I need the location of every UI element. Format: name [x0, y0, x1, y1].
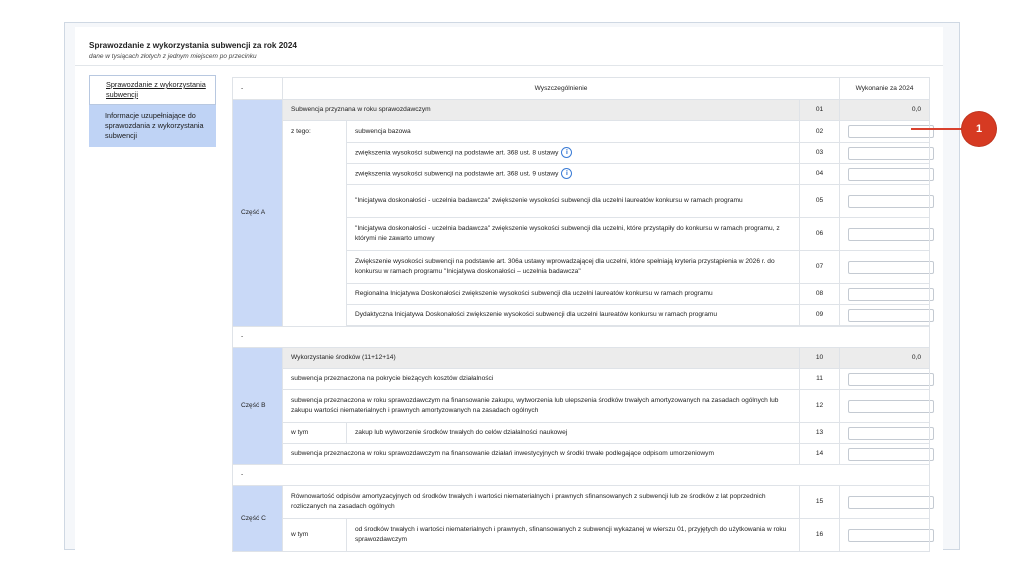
row-09-input[interactable] [848, 309, 934, 322]
row-05-num: 05 [800, 185, 840, 218]
row-07-num: 07 [800, 251, 840, 284]
row-04-input[interactable] [848, 168, 934, 181]
row-11-desc: subwencja przeznaczona na pokrycie bieżących kosztów działalności [283, 369, 800, 390]
page-subtitle: dane w tysiącach złotych z jednym miejscem po przecinku [89, 53, 257, 60]
row-08-input[interactable] [848, 288, 934, 301]
row-01-value: 0,0 [840, 100, 930, 121]
table-row [233, 369, 930, 390]
row-12-desc: subwencja przeznaczona w roku sprawozdawczym na finansowanie zakupu, wytworzenia lub ulepszenia środków trwałych amortyzowanych na zasadach ogólnych lub zakupu wartości niematerialnych i prawnych amortyzowanych na zasadach ogólnych [283, 390, 800, 423]
row-03-input[interactable] [848, 147, 934, 160]
row-16-num: 16 [800, 519, 840, 552]
sidebar-item-report[interactable]: Sprawozdanie z wykorzystania subwencji [89, 75, 216, 105]
row-01-desc: Subwencja przyznana w roku sprawozdawczym [283, 100, 800, 121]
row-08-num: 08 [800, 284, 840, 305]
header-description: Wyszczególnienie [283, 78, 840, 100]
part-b-label: Część B [233, 348, 283, 465]
row-12-num: 12 [800, 390, 840, 423]
row-07-input[interactable] [848, 261, 934, 274]
row-07-desc: Zwiększenie wysokości subwencji na podstawie art. 306a ustawy wprowadzającej dla uczelni, które spełniają kryteria przystąpienia w 2026 r. do konkursu w ramach programu "Inicjatywa doskonałości – uczelnia badawcza" [347, 251, 800, 284]
part-a-label: Część A [233, 100, 283, 327]
row-15-desc: Równowartość odpisów amortyzacyjnych od środków trwałych i wartości niematerialnych i prawnych sfinansowanych z subwencji lub ze środków z lat poprzednich rozliczanych na zasadach ogólnych [283, 486, 800, 519]
row-11-num: 11 [800, 369, 840, 390]
table-row [233, 121, 930, 143]
row-06-input[interactable] [848, 228, 934, 241]
sidebar [89, 75, 216, 147]
row-01-num: 01 [800, 100, 840, 121]
row-05-desc: "Inicjatywa doskonałości - uczelnia badawcza" zwiększenie wysokości subwencji dla uczelni laureatów konkursu w ramach programu [347, 185, 800, 218]
row-12-input[interactable] [848, 400, 934, 413]
header-dash: - [233, 78, 283, 100]
row-03-desc: zwiększenia wysokości subwencji na podstawie art. 368 ust. 8 ustawy [355, 149, 559, 157]
table-row [233, 519, 930, 552]
row-14-num: 14 [800, 444, 840, 465]
row-14-desc: subwencja przeznaczona w roku sprawozdawczym na finansowanie działań inwestycyjnych w środki trwałe podlegające odpisom umorzeniowym [283, 444, 800, 465]
sidebar-item-additional-info[interactable]: Informacje uzupełniające do sprawozdania z wykorzystania subwencji [89, 105, 216, 147]
table-header-row [233, 78, 930, 100]
row-09-num: 09 [800, 305, 840, 326]
row-06-desc: "Inicjatywa doskonałości - uczelnia badawcza" zwiększenie wysokości subwencji dla uczelni, które przystąpiły do konkursu w ramach programu, z którymi nie zawarto umowy [347, 218, 800, 251]
table-row [233, 444, 930, 465]
row-15-input[interactable] [848, 496, 934, 509]
row-09-desc: Dydaktyczna Inicjatywa Doskonałości zwiększenie wysokości subwencji dla uczelni laureatów konkursu w ramach programu [347, 305, 800, 326]
row-16-input[interactable] [848, 529, 934, 542]
part-c-label: Część C [233, 486, 283, 552]
callout-badge: 1 [962, 112, 996, 146]
w-tym-label: w tym [283, 519, 347, 552]
table-row [233, 423, 930, 444]
table-row [233, 390, 930, 423]
table-row [233, 348, 930, 369]
row-10-value: 0,0 [840, 348, 930, 369]
row-08-desc: Regionalna Inicjatywa Doskonałości zwiększenie wysokości subwencji dla uczelni laureatów konkursu w ramach programu [347, 284, 800, 305]
separator-row [233, 327, 930, 348]
header-value: Wykonanie za 2024 [840, 78, 930, 100]
table-row [233, 100, 930, 121]
report-frame [64, 22, 960, 550]
table-row [233, 486, 930, 519]
row-02-desc: subwencja bazowa [347, 121, 800, 143]
row-13-input[interactable] [848, 427, 934, 440]
z-tego-label: z tego: [283, 121, 347, 327]
row-16-desc: od środków trwałych i wartości niematerialnych i prawnych, sfinansowanych z subwencji wykazanej w wierszu 01, przyjętych do użytkowania w roku sprawozdawczym [347, 519, 800, 552]
header-divider [75, 65, 943, 66]
row-14-input[interactable] [848, 448, 934, 461]
callout-connector [911, 128, 963, 130]
row-02-input[interactable] [848, 125, 934, 138]
separator-row [233, 465, 930, 486]
row-11-input[interactable] [848, 373, 934, 386]
row-03-num: 03 [800, 143, 840, 164]
row-04-desc: zwiększenia wysokości subwencji na podstawie art. 368 ust. 9 ustawy [355, 170, 559, 178]
info-icon[interactable]: i [561, 147, 572, 158]
row-02-num: 02 [800, 121, 840, 143]
row-06-num: 06 [800, 218, 840, 251]
row-13-num: 13 [800, 423, 840, 444]
separator-dash: - [233, 465, 930, 486]
separator-dash: - [233, 327, 930, 348]
report-table [232, 77, 930, 552]
info-icon[interactable]: i [561, 168, 572, 179]
row-10-desc: Wykorzystanie środków (11+12+14) [283, 348, 800, 369]
report-header [89, 40, 929, 61]
row-05-input[interactable] [848, 195, 934, 208]
row-04-num: 04 [800, 164, 840, 185]
w-tym-label: w tym [283, 423, 347, 444]
row-13-desc: zakup lub wytworzenie środków trwałych do celów działalności naukowej [347, 423, 800, 444]
page-title: Sprawozdanie z wykorzystania subwencji za rok 2024 [89, 41, 297, 50]
report-card [75, 27, 943, 551]
row-10-num: 10 [800, 348, 840, 369]
row-15-num: 15 [800, 486, 840, 519]
